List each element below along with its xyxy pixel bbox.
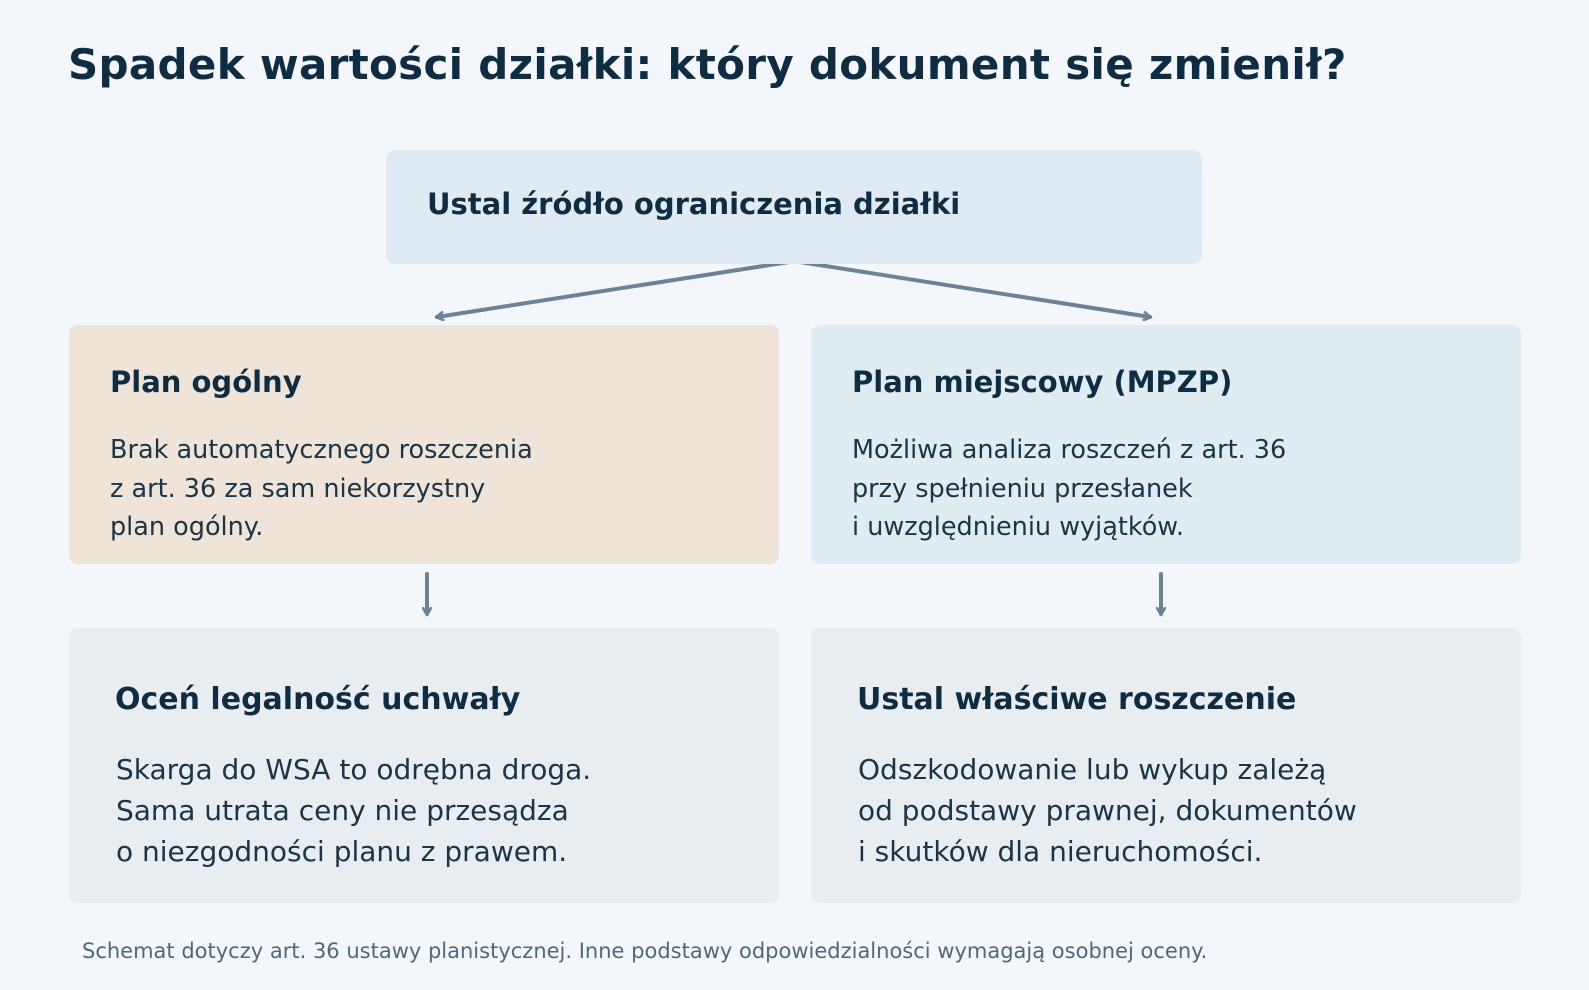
node-claim-body: Odszkodowanie lub wykup zależą od podstawy prawnej, dokumentów i skutków dla nieruchomości. xyxy=(858,753,1357,868)
node-claim-title: Ustal właściwe roszczenie xyxy=(857,682,1297,717)
node-local-plan-title: Plan miejscowy (MPZP) xyxy=(852,365,1233,399)
footnote: Schemat dotyczy art. 36 ustawy planistycznej. Inne podstawy odpowiedzialności wymagają osobnej oceny. xyxy=(82,939,1208,963)
node-general-plan-title: Plan ogólny xyxy=(110,365,302,399)
node-legality-body: Skarga do WSA to odrębna droga. Sama utrata ceny nie przesądza o niezgodności planu z prawem. xyxy=(116,753,592,868)
node-start-title: Ustal źródło ograniczenia działki xyxy=(427,187,961,221)
node-claim xyxy=(811,628,1521,903)
edge-start-to-local-plan xyxy=(800,262,1150,317)
node-general-plan-body: Brak automatycznego roszczenia z art. 36 za sam niekorzystny plan ogólny. xyxy=(110,435,533,542)
edge-start-to-general-plan xyxy=(437,262,789,317)
node-local-plan-body: Możliwa analiza roszczeń z art. 36 przy spełnieniu przesłanek i uwzględnieniu wyjątków. xyxy=(852,435,1287,542)
node-local-plan xyxy=(811,325,1521,564)
node-general-plan xyxy=(69,325,779,564)
node-start xyxy=(386,150,1202,264)
node-legality-title: Oceń legalność uchwały xyxy=(115,682,521,717)
node-legality xyxy=(69,628,779,903)
diagram-title: Spadek wartości działki: który dokument się zmienił? xyxy=(68,40,1347,89)
